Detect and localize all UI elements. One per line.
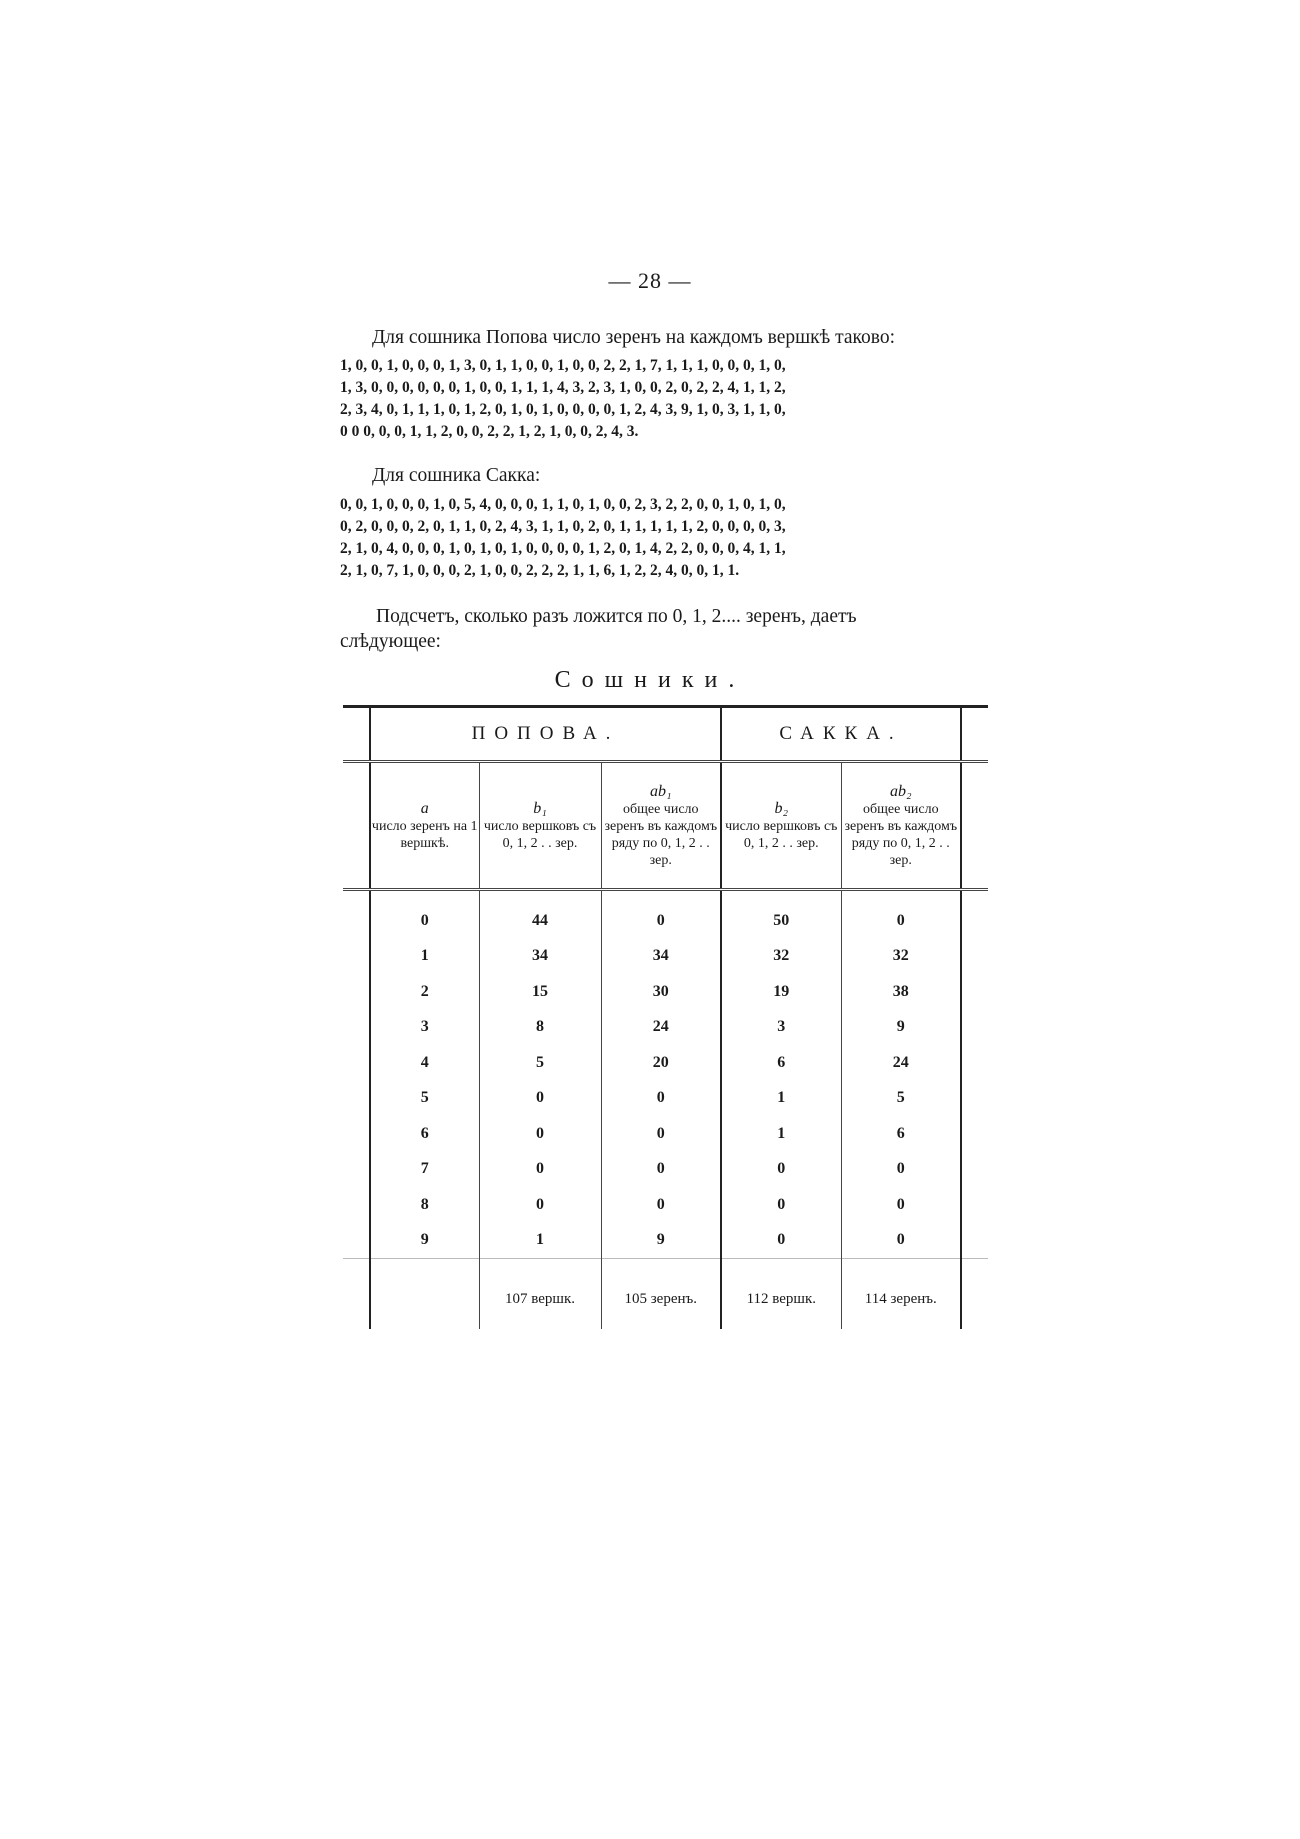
popov-data-line: 1, 3, 0, 0, 0, 0, 0, 0, 1, 0, 0, 1, 1, 1, 4, 3, 2, 3, 1, 0, 0, 2, 0, 2, 2, 4, 1, 1, 2, (340, 379, 786, 396)
table-margin-left (343, 1259, 370, 1330)
cell-ab1: 20 (601, 1045, 721, 1081)
column-symbol: b₁ (533, 799, 547, 817)
cell-grains: 7 (370, 1152, 479, 1188)
sakk-data-block (340, 494, 990, 582)
cell-grains: 8 (370, 1187, 479, 1223)
cell-b1: 0 (479, 1081, 601, 1117)
column-header-ab1 (601, 762, 721, 890)
cell-ab2: 0 (841, 890, 961, 939)
total-cell-ab1: 105 зеренъ. (601, 1259, 721, 1330)
sakk-data-line: 0, 2, 0, 0, 0, 2, 0, 1, 1, 0, 2, 4, 3, 1, 1, 0, 2, 0, 1, 1, 1, 1, 1, 2, 0, 0, 0, 0, 3, (340, 518, 786, 535)
table-margin-right (961, 1116, 988, 1152)
table-row (343, 1152, 988, 1188)
total-cell-grains (370, 1259, 479, 1330)
cell-ab2: 38 (841, 974, 961, 1010)
table-row (343, 1010, 988, 1046)
table-row (343, 939, 988, 975)
table-row (343, 1187, 988, 1223)
table-row (343, 974, 988, 1010)
column-description: число вершковъ съ 0, 1, 2 . . зер. (725, 818, 838, 851)
summary-line: Подсчетъ, сколько разъ ложится по 0, 1, 2.... зеренъ, даетъ (376, 606, 857, 627)
cell-ab2: 0 (841, 1152, 961, 1188)
summary-paragraph (340, 604, 990, 654)
cell-grains: 1 (370, 939, 479, 975)
table-margin-right (961, 1045, 988, 1081)
cell-b1: 1 (479, 1223, 601, 1259)
cell-b2: 0 (721, 1223, 841, 1259)
popov-data-line: 0 0 0, 0, 0, 1, 1, 2, 0, 0, 2, 2, 1, 2, 1, 0, 0, 2, 4, 3. (340, 423, 639, 440)
column-description: число вершковъ съ 0, 1, 2 . . зер. (483, 818, 597, 851)
cell-grains: 9 (370, 1223, 479, 1259)
table-margin-left (343, 762, 370, 890)
cell-ab2: 0 (841, 1223, 961, 1259)
table-margin-right (961, 890, 988, 939)
column-description: общее число зеренъ въ каждомъ ряду по 0, 1, 2 . . зер. (844, 801, 958, 868)
counts-table (343, 705, 988, 1329)
table-margin-left (343, 1223, 370, 1259)
group-header-sakk: САККА. (721, 707, 961, 762)
group-header-popov: ПОПОВА. (370, 707, 721, 762)
cell-ab1: 30 (601, 974, 721, 1010)
table-margin-right (961, 939, 988, 975)
table-margin-right (961, 1187, 988, 1223)
column-symbol: b₂ (774, 799, 789, 817)
column-symbol: ab₁ (649, 782, 672, 800)
table-row (343, 1081, 988, 1117)
sakk-intro: Для сошника Сакка: (372, 465, 541, 486)
counts-table-container (343, 705, 988, 1329)
cell-b2: 1 (721, 1116, 841, 1152)
cell-ab1: 34 (601, 939, 721, 975)
cell-ab2: 32 (841, 939, 961, 975)
column-header-ab2 (841, 762, 961, 890)
sakk-data-line: 2, 1, 0, 4, 0, 0, 0, 1, 0, 1, 0, 1, 0, 0, 0, 0, 1, 2, 0, 1, 4, 2, 2, 0, 0, 0, 4, 1, 1, (340, 540, 786, 557)
cell-grains: 4 (370, 1045, 479, 1081)
cell-b2: 0 (721, 1187, 841, 1223)
table-margin-right (961, 762, 988, 890)
cell-b1: 0 (479, 1152, 601, 1188)
cell-grains: 5 (370, 1081, 479, 1117)
table-margin-left (343, 1081, 370, 1117)
total-cell-b2: 112 вершк. (721, 1259, 841, 1330)
column-header-a (370, 762, 479, 890)
column-header-b1 (479, 762, 601, 890)
cell-b1: 44 (479, 890, 601, 939)
table-row (343, 1223, 988, 1259)
table-margin-left (343, 974, 370, 1010)
cell-ab2: 5 (841, 1081, 961, 1117)
cell-b1: 8 (479, 1010, 601, 1046)
cell-b1: 34 (479, 939, 601, 975)
cell-grains: 3 (370, 1010, 479, 1046)
cell-grains: 2 (370, 974, 479, 1010)
cell-b2: 50 (721, 890, 841, 939)
table-margin-left (343, 1010, 370, 1046)
cell-ab1: 9 (601, 1223, 721, 1259)
table-margin-right (961, 974, 988, 1010)
cell-ab2: 6 (841, 1116, 961, 1152)
total-cell-b1: 107 вершк. (479, 1259, 601, 1330)
cell-ab2: 24 (841, 1045, 961, 1081)
table-row (343, 1045, 988, 1081)
table-row (343, 890, 988, 939)
cell-grains: 0 (370, 890, 479, 939)
popov-data-line: 2, 3, 4, 0, 1, 1, 1, 0, 1, 2, 0, 1, 0, 1, 0, 0, 0, 0, 1, 2, 4, 3, 9, 1, 0, 3, 1, 1, 0, (340, 401, 786, 418)
column-description: число зеренъ на 1 вершкѣ. (371, 818, 478, 851)
cell-ab1: 0 (601, 1187, 721, 1223)
table-row (343, 1116, 988, 1152)
popov-data-line: 1, 0, 0, 1, 0, 0, 0, 1, 3, 0, 1, 1, 0, 0, 1, 0, 0, 2, 2, 1, 7, 1, 1, 1, 0, 0, 0, 1, 0, (340, 357, 786, 374)
table-margin-right (961, 1010, 988, 1046)
table-body (343, 890, 988, 1330)
column-description: общее число зеренъ въ каждомъ ряду по 0, 1, 2 . . зер. (604, 801, 718, 868)
table-margin-right (961, 707, 988, 762)
cell-b1: 0 (479, 1187, 601, 1223)
cell-b2: 1 (721, 1081, 841, 1117)
cell-ab2: 9 (841, 1010, 961, 1046)
cell-ab1: 0 (601, 1081, 721, 1117)
cell-b2: 19 (721, 974, 841, 1010)
totals-row (343, 1259, 988, 1330)
page-number: — 28 — (608, 268, 692, 293)
table-title: Сошники. (554, 667, 746, 693)
cell-b2: 3 (721, 1010, 841, 1046)
table-margin-right (961, 1152, 988, 1188)
table-margin-left (343, 939, 370, 975)
sakk-data-line: 2, 1, 0, 7, 1, 0, 0, 0, 2, 1, 0, 0, 2, 2, 2, 1, 1, 6, 1, 2, 2, 4, 0, 0, 1, 1. (340, 562, 740, 579)
table-margin-left (343, 1116, 370, 1152)
cell-ab1: 0 (601, 890, 721, 939)
sakk-data-line: 0, 0, 1, 0, 0, 0, 1, 0, 5, 4, 0, 0, 0, 1, 1, 0, 1, 0, 0, 2, 3, 2, 2, 0, 0, 1, 0, 1, 0, (340, 496, 786, 513)
table-margin-left (343, 1045, 370, 1081)
table-margin-right (961, 1081, 988, 1117)
table-margin-right (961, 1223, 988, 1259)
table-margin-right (961, 1259, 988, 1330)
cell-b2: 0 (721, 1152, 841, 1188)
table-margin-left (343, 707, 370, 762)
table-margin-left (343, 1152, 370, 1188)
cell-b2: 32 (721, 939, 841, 975)
cell-b1: 15 (479, 974, 601, 1010)
summary-line: слѣдующее: (340, 631, 441, 652)
popov-intro: Для сошника Попова число зеренъ на каждомъ вершкѣ таково: (372, 327, 895, 348)
cell-ab1: 0 (601, 1116, 721, 1152)
column-symbol: a (420, 799, 429, 817)
table-margin-left (343, 1187, 370, 1223)
column-header-b2 (721, 762, 841, 890)
cell-b1: 5 (479, 1045, 601, 1081)
popov-data-block (340, 355, 990, 443)
cell-ab2: 0 (841, 1187, 961, 1223)
cell-grains: 6 (370, 1116, 479, 1152)
cell-b2: 6 (721, 1045, 841, 1081)
total-cell-ab2: 114 зеренъ. (841, 1259, 961, 1330)
table-margin-left (343, 890, 370, 939)
cell-ab1: 0 (601, 1152, 721, 1188)
column-symbol: ab₂ (890, 782, 912, 800)
cell-ab1: 24 (601, 1010, 721, 1046)
cell-b1: 0 (479, 1116, 601, 1152)
